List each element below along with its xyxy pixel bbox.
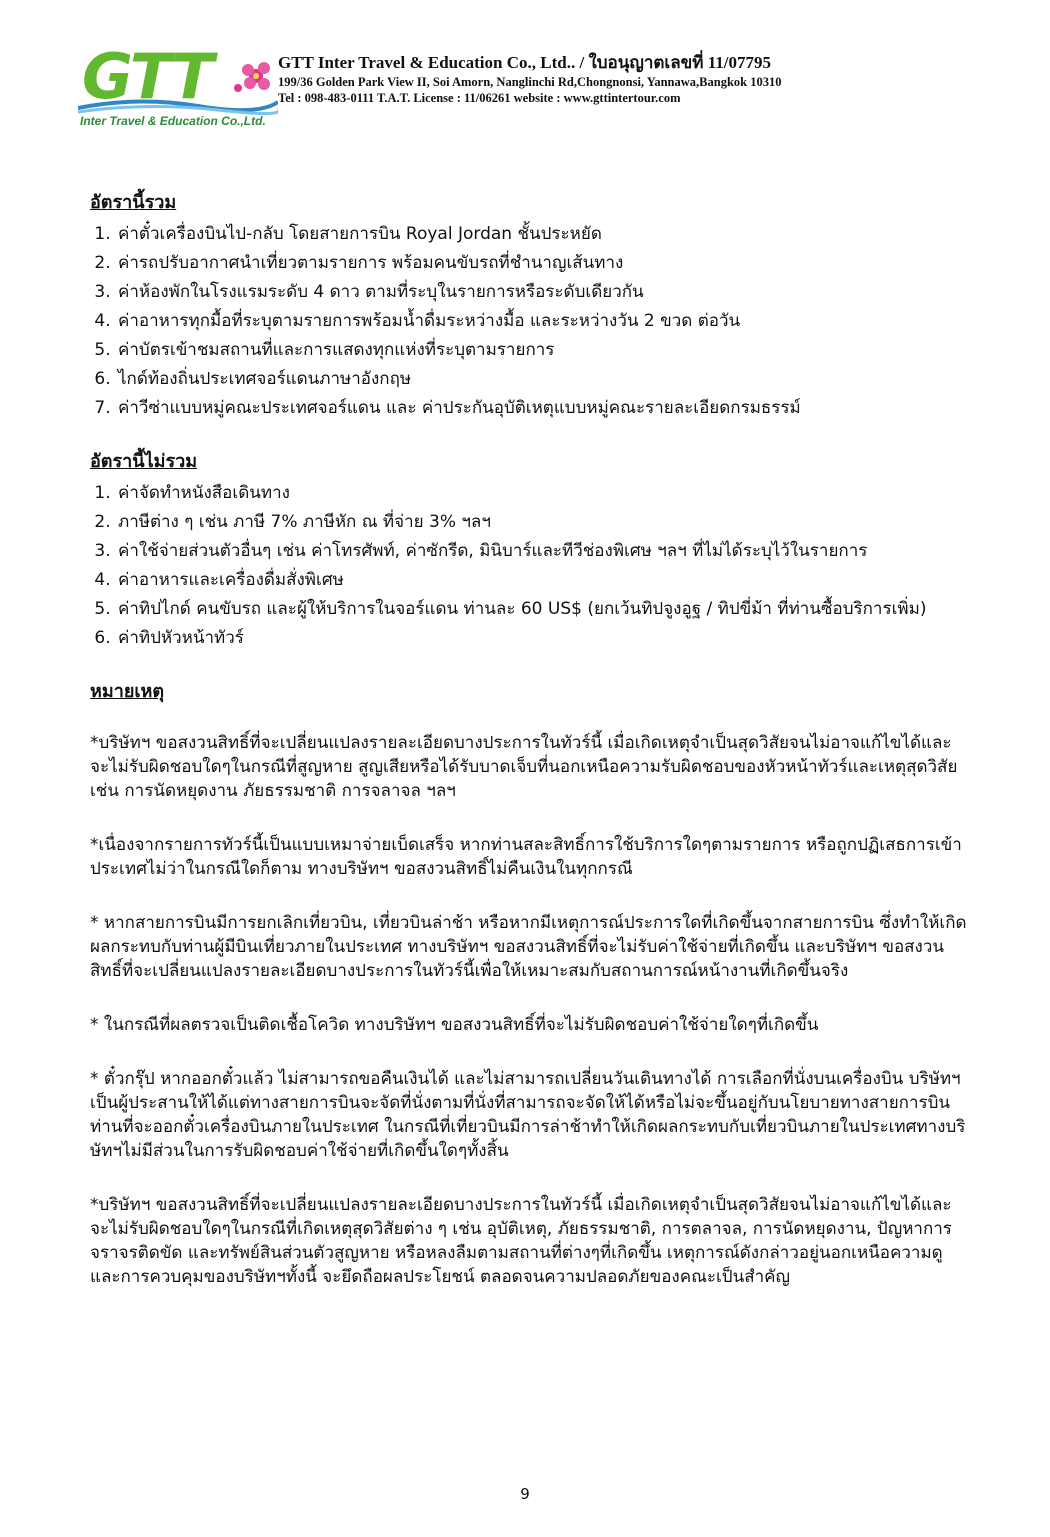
list-item: 6. ค่าทิปหัวหน้าทัวร์ [116,624,970,653]
list-item: 6. ไกด์ท้องถิ่นประเทศจอร์แดนภาษาอังกฤษ [116,365,970,394]
list-item: 4. ค่าอาหารและเครื่องดื่มสั่งพิเศษ [116,566,970,595]
company-address: 199/36 Golden Park View II, Soi Amorn, Nanglinchi Rd,Chongnonsi, Yannawa,Bangkok 10310 [278,75,782,89]
included-heading: อัตรานี้รวม [90,192,177,213]
page-number: 9 [520,1485,530,1503]
note-paragraph: *บริษัทฯ ขอสงวนสิทธิ์ที่จะเปลี่ยนแปลงรายละเอียดบางประการในทัวร์นี้ เมื่อเกิดเหตุจำเป็นสุดวิสัยจนไม่อาจแก้ไขได้และจะไม่รับผิดชอบใดๆในกรณีที่สูญหาย สูญเสียหรือได้รับบาดเจ็บที่นอกเหนือความรับผิดชอบของหัวหน้าทัวร์และเหตุสุดวิสัย เช่น การนัดหยุดงาน ภัยธรรมชาติ การจลาจล ฯลฯ [90,733,958,801]
list-item: 1. ค่าตั๋วเครื่องบินไป-กลับ โดยสายการบิน Royal Jordan ชั้นประหยัด [116,220,970,249]
list-item: 2. ภาษีต่าง ๆ เช่น ภาษี 7% ภาษีหัก ณ ที่จ่าย 3% ฯลฯ [116,508,970,537]
list-item: 4. ค่าอาหารทุกมื้อที่ระบุตามรายการพร้อมน้ำดื่มระหว่างมื้อ และระหว่างวัน 2 ขวด ต่อวัน [116,307,970,336]
note-paragraph: *บริษัทฯ ขอสงวนสิทธิ์ที่จะเปลี่ยนแปลงรายละเอียดบางประการในทัวร์นี้ เมื่อเกิดเหตุจำเป็นสุดวิสัยจนไม่อาจแก้ไขได้และจะไม่รับผิดชอบใดๆในกรณีที่เกิดเหตุสุดวิสัยต่าง ๆ เช่น อุบัติเหตุ, ภัยธรรมชาติ, การตลาจล, การนัดหยุดงาน, ปัญหาการจราจรติดขัด และทรัพย์สินส่วนตัวสูญหาย หรือหลงลืมตามสถานที่ต่างๆที่เกิดขึ้น เหตุการณ์ดังกล่าวอยู่นอกเหนือความดูและการควบคุมของบริษัทฯทั้งนี้ จะยึดถือผลประโยชน์ ตลอดจนความปลอดภัยของคณะเป็นสำคัญ [90,1195,952,1287]
list-item: 5. ค่าทิปไกด์ คนขับรถ และผู้ให้บริการในจอร์แดน ท่านละ 60 US$ (ยกเว้นทิปจูงอูฐ / ทิปขี่ม้า ที่ท่านซื้อบริการเพิ่ม) [116,595,970,624]
note-paragraph: * หากสายการบินมีการยกเลิกเที่ยวบิน, เที่ยวบินล่าช้า หรือหากมีเหตุการณ์ประการใดที่เกิดขึ้นจากสายการบิน ซึ่งทำให้เกิดผลกระทบกับท่านผู้มีบินเที่ยวภายในประเทศ ทางบริษัทฯ ขอสงวนสิทธิ์ที่จะไม่รับค่าใช้จ่ายที่เกิดขึ้น และบริษัทฯ ขอสงวนสิทธิ์ที่จะเปลี่ยนแปลงรายละเอียดบางประการในทัวร์นี้เพื่อให้เหมาะสมกับสถานการณ์หน้างานที่เกิดขึ้นจริง [90,913,967,981]
note-paragraph: * ในกรณีที่ผลตรวจเป็นติดเชื้อโควิด ทางบริษัทฯ ขอสงวนสิทธิ์ที่จะไม่รับผิดชอบค่าใช้จ่ายใดๆที่เกิดขึ้น [90,1015,819,1035]
note-paragraph: *เนื่องจากรายการทัวร์นี้เป็นแบบเหมาจ่ายเบ็ดเสร็จ หากท่านสละสิทธิ์การใช้บริการใดๆตามรายการ หรือถูกปฏิเสธการเข้าประเทศไม่ว่าในกรณีใดก็ตาม ทางบริษัทฯ ขอสงวนสิทธิ์ไม่คืนเงินในทุกกรณี [90,835,962,879]
included-list [90,220,970,423]
flower-icon [234,62,270,92]
document-body [90,190,970,1319]
list-item: 3. ค่าห้องพักในโรงแรมระดับ 4 ดาว ตามที่ระบุในรายการหรือระดับเดียวกัน [116,278,970,307]
logo-wordmark: GTT [82,40,212,113]
list-item: 3. ค่าใช้จ่ายส่วนตัวอื่นๆ เช่น ค่าโทรศัพท์, ค่าซักรีด, มินิบาร์และทีวีช่องพิเศษ ฯลฯ ที่ไม่ได้ระบุไว้ในรายการ [116,537,970,566]
list-item: 2. ค่ารถปรับอากาศนำเที่ยวตามรายการ พร้อมคนขับรถที่ชำนาญเส้นทาง [116,249,970,278]
company-name: GTT Inter Travel & Education Co., Ltd.. / ใบอนุญาตเลขที่ 11/07795 [278,53,772,72]
excluded-list [90,479,970,653]
excluded-heading: อัตรานี้ไม่รวม [90,451,198,472]
company-contact: Tel : 098-483-0111 T.A.T. License : 11/06261 website : www.gttintertour.com [278,91,681,105]
letterhead [78,40,978,138]
company-logo [78,40,278,132]
note-paragraph: * ตั๋วกรุ๊ป หากออกตั๋วแล้ว ไม่สามารถขอคืนเงินได้ และไม่สามารถเปลี่ยนวันเดินทางได้ การเลือกที่นั่งบนเครื่องบิน บริษัทฯ เป็นผู้ประสานให้ได้แต่ทางสายการบินจะจัดที่นั่งตามที่นั่งที่สามารถจะจัดให้ได้หรือไม่จะขึ้นอยู่กับนโยบายทางสายการบิน ท่านที่จะออกตั๋วเครื่องบินภายในประเทศ ในกรณีที่เที่ยวบินมีการล่าช้าทำให้เกิดผลกระทบกับเที่ยวบินภายในประเทศทางบริษัทฯไม่มีส่วนในการรับผิดชอบค่าใช้จ่ายที่เกิดขึ้นใดๆทั้งสิ้น [90,1069,966,1161]
company-info [278,52,781,106]
list-item: 5. ค่าบัตรเข้าชมสถานที่และการแสดงทุกแห่งที่ระบุตามรายการ [116,336,970,365]
logo-subtitle: Inter Travel & Education Co.,Ltd. [80,114,266,128]
notes-heading: หมายเหตุ [90,681,165,702]
list-item: 1. ค่าจัดทำหนังสือเดินทาง [116,479,970,508]
list-item: 7. ค่าวีซ่าแบบหมู่คณะประเทศจอร์แดน และ ค่าประกันอุบัติเหตุแบบหมู่คณะรายละเอียดกรมธรรม์ [116,394,970,423]
